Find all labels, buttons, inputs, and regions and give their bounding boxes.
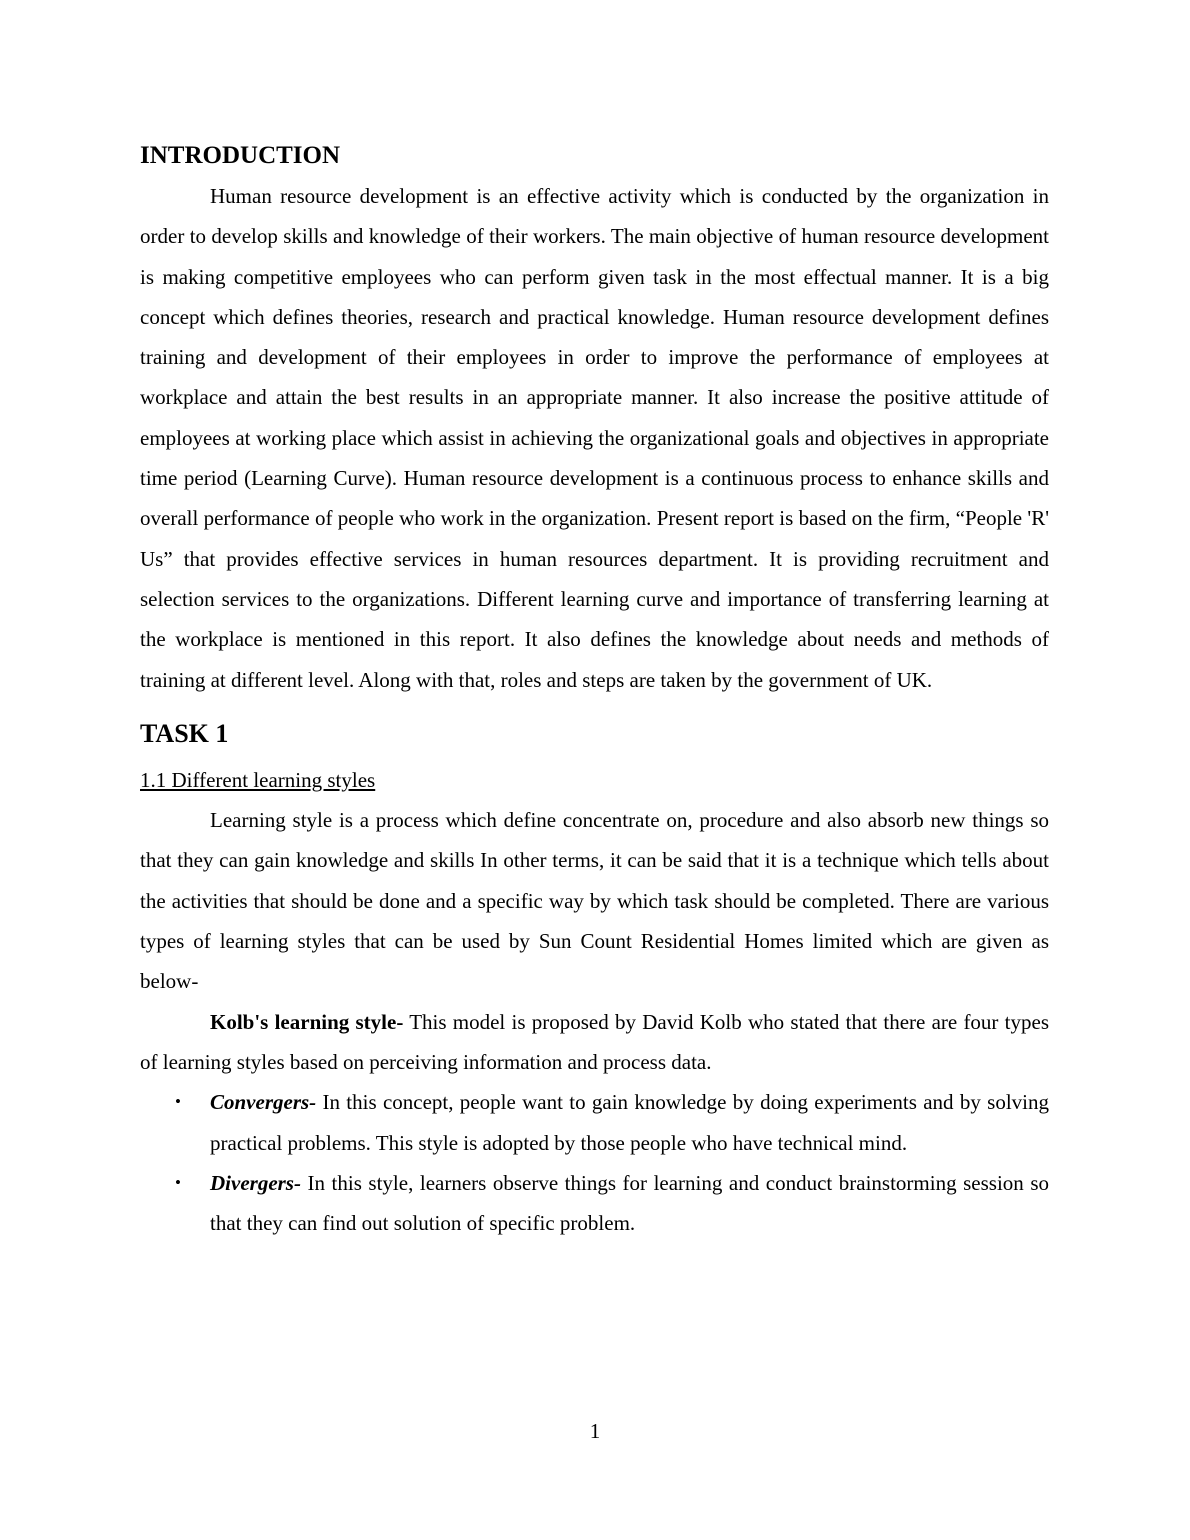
bullet-icon: • — [175, 1172, 181, 1192]
kolb-paragraph — [140, 1002, 1049, 1083]
introduction-paragraph: Human resource development is an effective activity which is conducted by the organization in order to develop skills and knowledge of their workers. The main objective of human resource development is making competitive employees who can perform given task in the most effectual manner. It is a big concept which defines theories, research and practical knowledge. Human resource development defines training and development of their employees in order to improve the performance of employees at workplace and attain the best results in an appropriate manner. It also increase the positive attitude of employees at working place which assist in achieving the organizational goals and objectives in appropriate time period (Learning Curve). Human resource development is a continuous process to enhance skills and overall performance of people who work in the organization. Present report is based on the firm, “People 'R' Us” that provides effective services in human resources department. It is providing recruitment and selection services to the organizations. Different learning curve and importance of transferring learning at the workplace is mentioned in this report. It also defines the knowledge about needs and methods of training at different level. Along with that, roles and steps are taken by the government of UK. — [140, 184, 1049, 692]
convergers-label: Convergers- — [210, 1090, 317, 1115]
divergers-label: Divergers- — [210, 1170, 301, 1195]
divergers-text: In this style, learners observe things for learning and conduct brainstorming session so that they can find out solution of specific problem. — [210, 1170, 1049, 1236]
kolb-text: This model is proposed by David Kolb who stated that there are four types of learning styles based on perceiving information and process data. — [140, 1009, 1049, 1074]
convergers-text: In this concept, people want to gain knowledge by doing experiments and by solving practical problems. This style is adopted by those people who have technical mind. — [210, 1090, 1049, 1155]
kolb-label: Kolb's learning style- — [210, 1009, 404, 1034]
section-heading-learning-styles: 1.1 Different learning styles — [140, 767, 376, 792]
bullet-icon: • — [175, 1092, 181, 1112]
learning-styles-paragraph: Learning style is a process which define concentrate on, procedure and also absorb new things so that they can gain knowledge and skills In other terms, it can be said that it is a technique which tells about the activities that should be done and a specific way by which task should be completed. There are various types of learning styles that can be used by Sun Count Residential Homes limited which are given as below- — [140, 808, 1049, 994]
list-item-convergers — [140, 1082, 1049, 1163]
learning-styles-list — [140, 1082, 1049, 1243]
introduction-heading: INTRODUCTION — [140, 142, 341, 169]
task-1-heading: TASK 1 — [140, 718, 229, 748]
page-number: 1 — [589, 1419, 601, 1443]
page-content — [140, 136, 1049, 1243]
list-item-divergers — [140, 1163, 1049, 1244]
